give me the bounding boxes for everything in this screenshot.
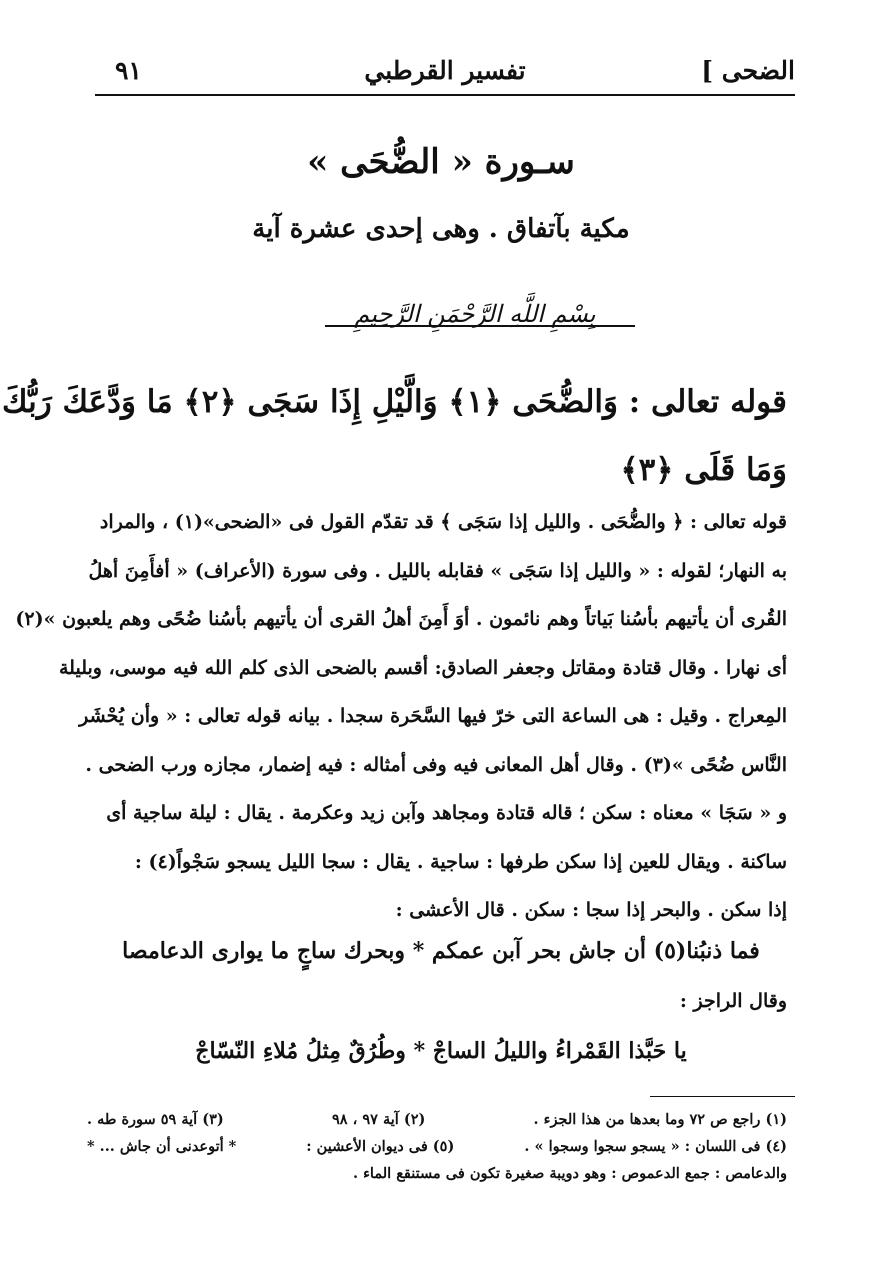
commentary-line: به النهار؛ لقوله : « والليل إذا سَجَى » فقابله بالليل . وفى سورة (الأعراف) « أفأَمِنَ أهلُ [88, 559, 787, 582]
footnote-row [87, 1133, 787, 1160]
book-title: تفسير القرطبي [364, 56, 526, 85]
verse-line-2: وَمَا قَلَى ﴿٣﴾ [620, 452, 787, 488]
commentary-line: أى نهارا . وقال قتادة ومقاتل وجعفر الصادق: أقسم بالضحى الذى كلم الله فيه موسى، وبليلة [59, 656, 787, 679]
header-rule [95, 94, 795, 96]
poem-verse-aasha: فما ذنبُنا(٥) أن جاش بحر آبن عمكم * وبحرك ساجٍ ما يوارى الدعامصا [122, 938, 760, 964]
footnote-2: (٢) آية ٩٧ ، ٩٨ [331, 1111, 426, 1128]
commentary-text [15, 498, 787, 935]
poem-verse-rajiz: يا حَبَّذا القَمْراءُ والليلُ الساجْ * وطُرُقٌ مِثلُ مُلاءِ النّسّاجْ [195, 1038, 687, 1064]
surah-title: سـورة « الضُّحَى » [307, 142, 575, 182]
footnote-row [87, 1160, 787, 1187]
commentary-line: إذا سكن . والبحر إذا سجا : سكن . قال الأعشى : [395, 899, 787, 921]
page-number: ٩١ [115, 56, 142, 85]
footnote-5: (٥) فى ديوان الأعشين : [306, 1138, 455, 1155]
commentary-line: المِعراج . وقيل : هى الساعة التى خرّ فيها السَّحَرة سجدا . بيانه قوله تعالى : « وأن يُحْشَر [79, 705, 787, 727]
verse-line-1: قوله تعالى : وَالضُّحَى ﴿١﴾ وَالَّيْلِ إِذَا سَجَى ﴿٢﴾ مَا وَدَّعَكَ رَبُّكَ [2, 384, 787, 420]
basmala-calligraphy [265, 300, 685, 342]
commentary-line: النَّاس ضُحًى »(٣) . وقال أهل المعانى فيه وفى أمثاله : فيه إضمار، مجازه ورب الضحى . [85, 753, 787, 776]
commentary-line: قوله تعالى : ﴿ والضُّحَى . والليل إذا سَجَى ﴾ قد تقدّم القول فى «الضحى»(١) ، والمراد [99, 511, 787, 533]
footnote-4: (٤) فى اللسان : « يسجو سجوا وسجوا » . [524, 1138, 787, 1155]
footnote-3: (٣) آية ٥٩ سورة طه . [87, 1111, 224, 1128]
footnote-5-quote: * أتوعدنى أن جاش ... * [87, 1138, 237, 1155]
footnote-5-gloss: والدعامص : جمع الدعموص : وهو دويبة صغيرة تكون فى مستنقع الماء . [352, 1165, 787, 1182]
running-header [95, 52, 795, 96]
footnotes [87, 1106, 787, 1187]
footnote-1: (١) راجع ص ٧٢ وما بعدها من هذا الجزء . [533, 1111, 787, 1128]
commentary-line: القُرى أن يأتيهم بأسُنا بَياتاً وهم نائمون . أوَ أَمِنَ أهلُ القرى أن يأتيهم بأسُنا ضُحًى وهم يلعبون »(٢) [15, 608, 787, 630]
surah-subtitle: مكية بآتفاق . وهى إحدى عشرة آية [252, 214, 630, 244]
commentary-line: و « سَجَا » معناه : سكن ؛ قاله قتادة ومجاهد وآبن زيد وعكرمة . يقال : ليلة ساجية أى [106, 802, 787, 824]
footnote-rule [650, 1096, 795, 1097]
poem-label: وقال الراجز : [679, 990, 787, 1012]
quran-verse [2, 368, 787, 504]
basmala-text: بِسْمِ اللَّهِ الرَّحْمَنِ الرَّحِيمِ [354, 300, 596, 328]
footnote-row [87, 1106, 787, 1133]
chapter-name: الضحى ] [701, 56, 795, 85]
commentary-line: ساكنة . ويقال للعين إذا سكن طرفها : ساجية . يقال : سجا الليل يسجو سَجْواً(٤) : [134, 850, 787, 873]
